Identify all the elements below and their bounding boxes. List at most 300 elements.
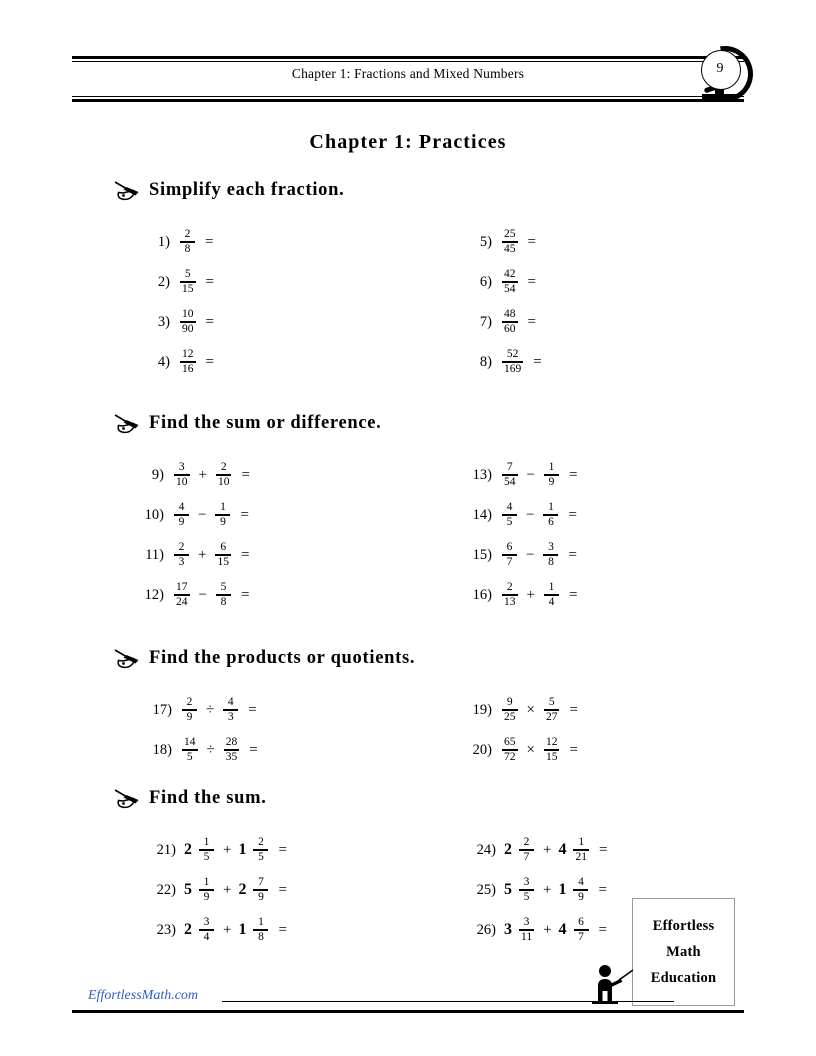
teacher-pointer-icon (592, 962, 638, 1004)
numerator: 10 (182, 307, 194, 320)
problem-number: 24) (476, 841, 496, 858)
denominator: 15 (182, 282, 194, 295)
equals-sign: = (278, 921, 287, 938)
problem-number: 26) (476, 921, 496, 938)
whole-number: 1 (558, 881, 567, 898)
problem-item[interactable] (462, 830, 607, 870)
denominator: 10 (217, 475, 230, 488)
numerator: 3 (178, 460, 185, 473)
whole-number: 2 (184, 921, 192, 938)
fraction (182, 737, 198, 764)
equals-sign: = (598, 841, 608, 858)
problem-item[interactable] (462, 690, 578, 730)
fraction (180, 349, 196, 376)
section-heading (114, 788, 267, 809)
denominator: 5 (186, 750, 193, 763)
whole-number: 1 (238, 841, 247, 858)
expression (500, 462, 577, 489)
problem-number: 8) (479, 353, 492, 370)
equals-sign: = (205, 273, 214, 290)
equals-sign: = (278, 881, 287, 898)
whole-number: 2 (238, 881, 247, 898)
numerator: 2 (186, 695, 193, 708)
expression (178, 349, 214, 376)
problem-item[interactable] (134, 535, 250, 575)
numerator: 1 (220, 500, 226, 513)
section-heading-label: Simplify each fraction. (149, 180, 345, 200)
problem-number: 18) (152, 741, 172, 758)
denominator: 5 (203, 850, 210, 863)
problem-number: 16) (472, 586, 492, 603)
equals-sign: = (527, 233, 536, 250)
expression (184, 877, 287, 904)
operator: + (223, 881, 232, 898)
numerator: 1 (548, 460, 555, 473)
numerator: 2 (220, 460, 227, 473)
numerator: 2 (184, 227, 191, 240)
numerator: 25 (504, 227, 516, 240)
denominator: 169 (504, 362, 522, 375)
footer-site-link[interactable]: EffortlessMath.com (88, 988, 199, 1003)
fraction (253, 837, 268, 864)
problem-item[interactable] (462, 535, 577, 575)
page-title: Chapter 1: Practices (309, 131, 507, 153)
fraction (519, 837, 534, 864)
running-header (72, 56, 744, 102)
operator: ÷ (206, 701, 215, 718)
section-heading (114, 413, 382, 434)
section-heading (114, 180, 344, 201)
fraction (544, 462, 559, 489)
equals-sign: = (205, 313, 214, 330)
fraction (544, 737, 560, 764)
numerator: 1 (258, 915, 264, 928)
problem-number: 25) (476, 881, 496, 898)
fraction (174, 582, 190, 609)
whole-number: 5 (504, 881, 512, 898)
problem-column-left (142, 830, 287, 950)
numerator: 42 (504, 267, 516, 280)
equals-sign: = (205, 233, 214, 250)
expression (500, 582, 577, 609)
equals-sign: = (598, 881, 607, 898)
fraction (502, 502, 517, 529)
equals-sign: = (568, 586, 578, 603)
numerator: 6 (578, 915, 584, 928)
problem-number: 23) (156, 921, 176, 938)
problem-number: 3) (157, 313, 170, 330)
numerator: 9 (506, 695, 513, 708)
expression (500, 309, 536, 336)
problem-item[interactable] (462, 575, 577, 615)
numerator: 7 (258, 875, 264, 888)
operator: ÷ (206, 741, 215, 758)
equals-sign: = (568, 506, 577, 523)
equals-sign: = (240, 586, 250, 603)
denominator: 9 (548, 475, 555, 488)
problem-item[interactable] (140, 222, 214, 262)
equals-sign: = (240, 546, 250, 563)
denominator: 8 (258, 930, 264, 943)
operator: − (526, 506, 535, 523)
operator: − (198, 506, 207, 523)
problem-item[interactable] (142, 730, 258, 770)
operator: + (198, 546, 207, 563)
whole-number: 2 (504, 841, 512, 858)
fraction (573, 877, 588, 904)
numerator: 52 (506, 347, 519, 360)
fraction (543, 542, 558, 569)
equals-sign: = (240, 506, 249, 523)
denominator: 8 (220, 595, 227, 608)
problem-item[interactable] (462, 342, 542, 382)
expression (504, 877, 607, 904)
fraction (174, 462, 190, 489)
fraction (502, 542, 517, 569)
problem-number: 7) (479, 313, 492, 330)
problem-item[interactable] (462, 910, 607, 950)
expression (500, 269, 536, 296)
denominator: 9 (578, 890, 584, 903)
problem-number: 10) (144, 506, 164, 523)
denominator: 7 (523, 850, 530, 863)
header-rule-top (72, 56, 744, 62)
denominator: 25 (504, 710, 516, 723)
numerator: 5 (548, 695, 555, 708)
operator: + (543, 881, 552, 898)
equals-sign: = (248, 701, 257, 718)
fraction (502, 349, 523, 376)
equals-sign: = (533, 353, 542, 370)
fraction (502, 309, 518, 336)
numerator: 6 (506, 540, 513, 553)
fraction (519, 917, 534, 944)
header-rule-bottom (72, 96, 744, 102)
equals-sign: = (569, 741, 578, 758)
numerator: 65 (504, 735, 516, 748)
problem-item[interactable] (142, 870, 287, 910)
footer-rule-thin (222, 1001, 674, 1002)
problem-number: 11) (145, 546, 164, 563)
problem-number: 4) (157, 353, 170, 370)
numerator: 3 (548, 540, 554, 553)
fraction (180, 229, 195, 256)
fraction (174, 542, 189, 569)
numerator: 1 (203, 835, 210, 848)
expression (172, 582, 249, 609)
denominator: 21 (575, 850, 587, 863)
problem-item[interactable] (140, 302, 214, 342)
numerator: 2 (258, 835, 264, 848)
problem-item[interactable] (462, 222, 542, 262)
operator: × (526, 701, 535, 718)
numerator: 17 (176, 580, 188, 593)
problem-item[interactable] (140, 342, 214, 382)
numerator: 12 (545, 735, 558, 748)
pen-icon (114, 414, 140, 434)
equals-sign: = (527, 273, 536, 290)
problem-column-left (142, 690, 258, 770)
denominator: 4 (203, 930, 210, 943)
problem-number: 14) (472, 506, 492, 523)
operator: + (223, 921, 232, 938)
fraction (502, 269, 518, 296)
fraction (199, 877, 214, 904)
numerator: 12 (182, 347, 194, 360)
operator: − (526, 546, 535, 563)
brand-box (632, 898, 735, 1006)
denominator: 10 (176, 475, 188, 488)
expression (172, 462, 250, 489)
fraction (502, 737, 518, 764)
numerator: 1 (203, 875, 210, 888)
numerator: 1 (548, 500, 554, 513)
expression (500, 502, 577, 529)
equals-sign: = (598, 921, 608, 938)
numerator: 28 (225, 735, 238, 748)
equals-sign: = (568, 546, 577, 563)
denominator: 45 (504, 242, 516, 255)
numerator: 2 (523, 835, 530, 848)
expression (500, 697, 578, 724)
denominator: 5 (523, 890, 530, 903)
problem-item[interactable] (462, 730, 578, 770)
fraction (573, 837, 589, 864)
fraction (180, 269, 196, 296)
expression (500, 542, 577, 569)
problem-number: 17) (152, 701, 172, 718)
numerator: 2 (178, 540, 185, 553)
denominator: 15 (217, 555, 229, 568)
equals-sign: = (278, 841, 287, 858)
problem-item[interactable] (462, 302, 542, 342)
fraction (180, 309, 196, 336)
equals-sign: = (241, 466, 250, 483)
denominator: 3 (227, 710, 234, 723)
expression (172, 542, 249, 569)
problem-number: 20) (472, 741, 492, 758)
problem-number: 5) (479, 233, 492, 250)
operator: × (526, 741, 535, 758)
fraction (224, 737, 240, 764)
problem-column-left (134, 455, 250, 615)
expression (178, 229, 213, 256)
problem-number: 1) (157, 233, 170, 250)
numerator: 5 (184, 267, 191, 280)
whole-number: 1 (238, 921, 247, 938)
numerator: 3 (523, 875, 530, 888)
section-heading (114, 648, 415, 669)
fraction (502, 229, 518, 256)
denominator: 11 (521, 930, 533, 943)
fraction (544, 582, 559, 609)
fraction (502, 697, 518, 724)
fraction (182, 697, 197, 724)
problem-item[interactable] (142, 910, 287, 950)
globe-icon (696, 50, 748, 110)
expression (500, 349, 542, 376)
expression (504, 917, 607, 944)
problem-column-right (462, 455, 577, 615)
equals-sign: = (249, 741, 258, 758)
operator: + (198, 466, 207, 483)
problem-number: 19) (472, 701, 492, 718)
numerator: 6 (220, 540, 227, 553)
denominator: 4 (548, 595, 555, 608)
numerator: 3 (203, 915, 210, 928)
denominator: 8 (548, 555, 554, 568)
denominator: 7 (578, 930, 584, 943)
equals-sign: = (205, 353, 214, 370)
fraction (199, 837, 214, 864)
problem-column-right (462, 690, 578, 770)
problem-item[interactable] (140, 262, 214, 302)
section-heading-label: Find the products or quotients. (149, 648, 416, 668)
denominator: 9 (186, 710, 193, 723)
numerator: 2 (506, 580, 513, 593)
pen-icon (114, 181, 140, 201)
brand-line-1: Effortless (652, 917, 715, 934)
denominator: 16 (182, 362, 194, 375)
problem-number: 21) (156, 841, 176, 858)
numerator: 1 (548, 580, 555, 593)
denominator: 90 (182, 322, 194, 335)
pen-icon (114, 789, 140, 809)
expression (504, 837, 607, 864)
problem-item[interactable] (462, 455, 577, 495)
numerator: 4 (578, 875, 584, 888)
problem-number: 2) (157, 273, 170, 290)
pen-icon (114, 649, 140, 669)
denominator: 60 (504, 322, 516, 335)
expression (172, 502, 249, 529)
problem-number: 13) (472, 466, 492, 483)
problem-item[interactable] (134, 455, 250, 495)
equals-sign: = (568, 466, 578, 483)
expression (184, 837, 287, 864)
problem-number: 12) (144, 586, 164, 603)
numerator: 3 (523, 915, 530, 928)
operator: + (543, 841, 552, 858)
equals-sign: = (527, 313, 536, 330)
numerator: 7 (506, 460, 513, 473)
denominator: 35 (225, 750, 238, 763)
numerator: 14 (184, 735, 196, 748)
problem-item[interactable] (142, 690, 258, 730)
footer-rule-thick (72, 1010, 744, 1013)
denominator: 9 (178, 515, 185, 528)
fraction (223, 697, 238, 724)
fraction (502, 582, 518, 609)
fraction (574, 917, 589, 944)
running-header-title: Chapter 1: Fractions and Mixed Numbers (291, 66, 525, 81)
operator: + (223, 841, 232, 858)
problem-item[interactable] (462, 495, 577, 535)
operator: + (526, 586, 535, 603)
operator: + (543, 921, 552, 938)
problem-number: 6) (479, 273, 492, 290)
fraction (215, 502, 230, 529)
denominator: 5 (506, 515, 513, 528)
fraction (544, 697, 560, 724)
fraction (253, 877, 268, 904)
problem-item[interactable] (134, 575, 250, 615)
whole-number: 4 (558, 921, 567, 938)
numerator: 48 (504, 307, 516, 320)
section-heading-label: Find the sum or difference. (149, 413, 382, 433)
numerator: 1 (578, 835, 585, 848)
denominator: 7 (506, 555, 513, 568)
section-heading-label: Find the sum. (149, 788, 267, 808)
expression (180, 697, 257, 724)
problem-item[interactable] (134, 495, 250, 535)
problem-number: 22) (156, 881, 176, 898)
fraction (502, 462, 518, 489)
operator: − (198, 586, 207, 603)
denominator: 9 (258, 890, 264, 903)
denominator: 72 (504, 750, 516, 763)
fraction (519, 877, 534, 904)
whole-number: 2 (184, 841, 192, 858)
problem-number: 9) (151, 466, 164, 483)
whole-number: 3 (504, 921, 512, 938)
brand-line-2: Math (666, 943, 701, 960)
brand-line-3: Education (650, 969, 717, 986)
denominator: 9 (203, 890, 210, 903)
denominator: 13 (504, 595, 516, 608)
denominator: 8 (184, 242, 191, 255)
problem-item[interactable] (142, 830, 287, 870)
denominator: 54 (504, 282, 516, 295)
expression (178, 269, 214, 296)
numerator: 4 (506, 500, 513, 513)
problem-item[interactable] (462, 870, 607, 910)
fraction (543, 502, 558, 529)
denominator: 24 (176, 595, 188, 608)
expression (184, 917, 287, 944)
fraction (215, 542, 231, 569)
numerator: 4 (227, 695, 234, 708)
problem-column-left (140, 222, 214, 382)
denominator: 27 (545, 710, 558, 723)
expression (180, 737, 258, 764)
fraction (253, 917, 268, 944)
fraction (216, 582, 231, 609)
fraction (216, 462, 232, 489)
fraction (174, 502, 189, 529)
equals-sign: = (569, 701, 578, 718)
problem-number: 15) (472, 546, 492, 563)
numerator: 5 (220, 580, 227, 593)
whole-number: 5 (184, 881, 192, 898)
denominator: 15 (545, 750, 558, 763)
fraction (199, 917, 214, 944)
problem-column-right (462, 222, 542, 382)
denominator: 9 (220, 515, 226, 528)
numerator: 4 (178, 500, 185, 513)
denominator: 54 (504, 475, 516, 488)
operator: − (526, 466, 535, 483)
expression (500, 229, 536, 256)
page-number: 9 (716, 61, 724, 76)
problem-item[interactable] (462, 262, 542, 302)
denominator: 6 (548, 515, 554, 528)
denominator: 5 (258, 850, 264, 863)
expression (500, 737, 578, 764)
denominator: 3 (178, 555, 185, 568)
expression (178, 309, 214, 336)
problem-column-right (462, 830, 607, 950)
